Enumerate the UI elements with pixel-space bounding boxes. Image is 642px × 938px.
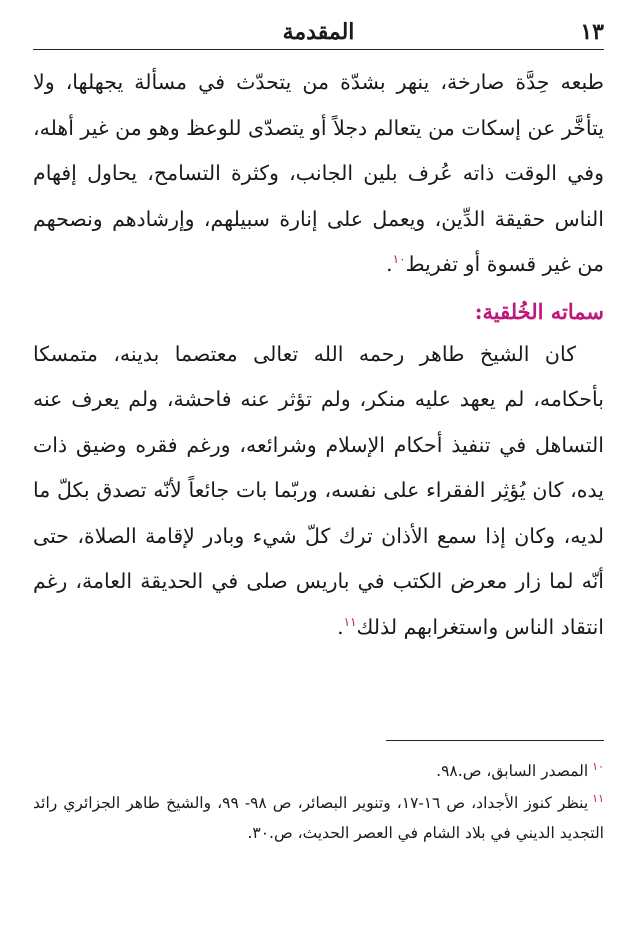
main-text bbox=[33, 60, 604, 650]
paragraph-end: . bbox=[337, 614, 344, 639]
footnote-11 bbox=[33, 788, 604, 848]
footnote-divider bbox=[386, 740, 604, 741]
paragraph-text: كان الشيخ طاهر رحمه الله تعالى معتصما بدينه، متمسكا بأحكامه، لم يعهد عليه منكر، ولم تؤثر عنه فاحشة، ولم يعرف عنه التساهل في تنفيذ أحكام الإسلام وشرائعه، ورغم فقره وضيق ذات يده، كان يُؤثِر الفقراء على نفسه، وربّما بات جائعاً لأنّه تصدق بكلّ ما لديه، وكان إذا سمع الأذان ترك كلّ شيء وبادر لإقامة الصلاة، حتى أنّه لما زار معرض الكتب في باريس صلى في الحديقة العامة، رغم انتقاد الناس واستغرابهم لذلك bbox=[33, 341, 604, 639]
footnote-ref-10[interactable]: ١٠ bbox=[392, 252, 406, 267]
section-heading-moral-traits: سماته الخُلقية: bbox=[474, 298, 604, 324]
footnote-text: ينظر كنوز الأجداد، ص ١٦-١٧، وتنوير البصائر، ص ٩٨- ٩٩، والشيخ طاهر الجزائري رائد التجديد الديني في بلاد الشام في العصر الحديث، ص.٣٠. bbox=[33, 794, 604, 842]
paragraph-temperament bbox=[33, 60, 604, 288]
footnotes bbox=[33, 756, 604, 850]
paragraph-end: . bbox=[386, 252, 393, 276]
footnote-text: المصدر السابق، ص.٩٨. bbox=[436, 762, 589, 780]
footnote-10 bbox=[33, 756, 604, 786]
paragraph-moral-traits bbox=[33, 332, 604, 651]
footnote-ref-11[interactable]: ١١ bbox=[343, 614, 357, 629]
page-number: ١٣ bbox=[580, 19, 604, 45]
book-page bbox=[33, 14, 604, 924]
footnote-number: ١٠ bbox=[592, 759, 604, 773]
footnote-number: ١١ bbox=[592, 791, 604, 805]
page-header bbox=[33, 14, 604, 50]
running-title: المقدمة bbox=[282, 19, 355, 45]
paragraph-text: طبعه حِدَّة صارخة، ينهر بشدّة من يتحدّث في مسألة يجهلها، ولا يتأخَّر عن إسكات من يتعالم دجلاً أو يتصدّى للوعظ وهو من غير أهله، وفي الوقت ذاته عُرف بلين الجانب، وكثرة التسامح، يحاول إفهام الناس حقيقة الدِّين، ويعمل على إنارة سبيلهم، وإرشادهم ونصحهم من غير قسوة أو تفريط bbox=[33, 70, 604, 276]
